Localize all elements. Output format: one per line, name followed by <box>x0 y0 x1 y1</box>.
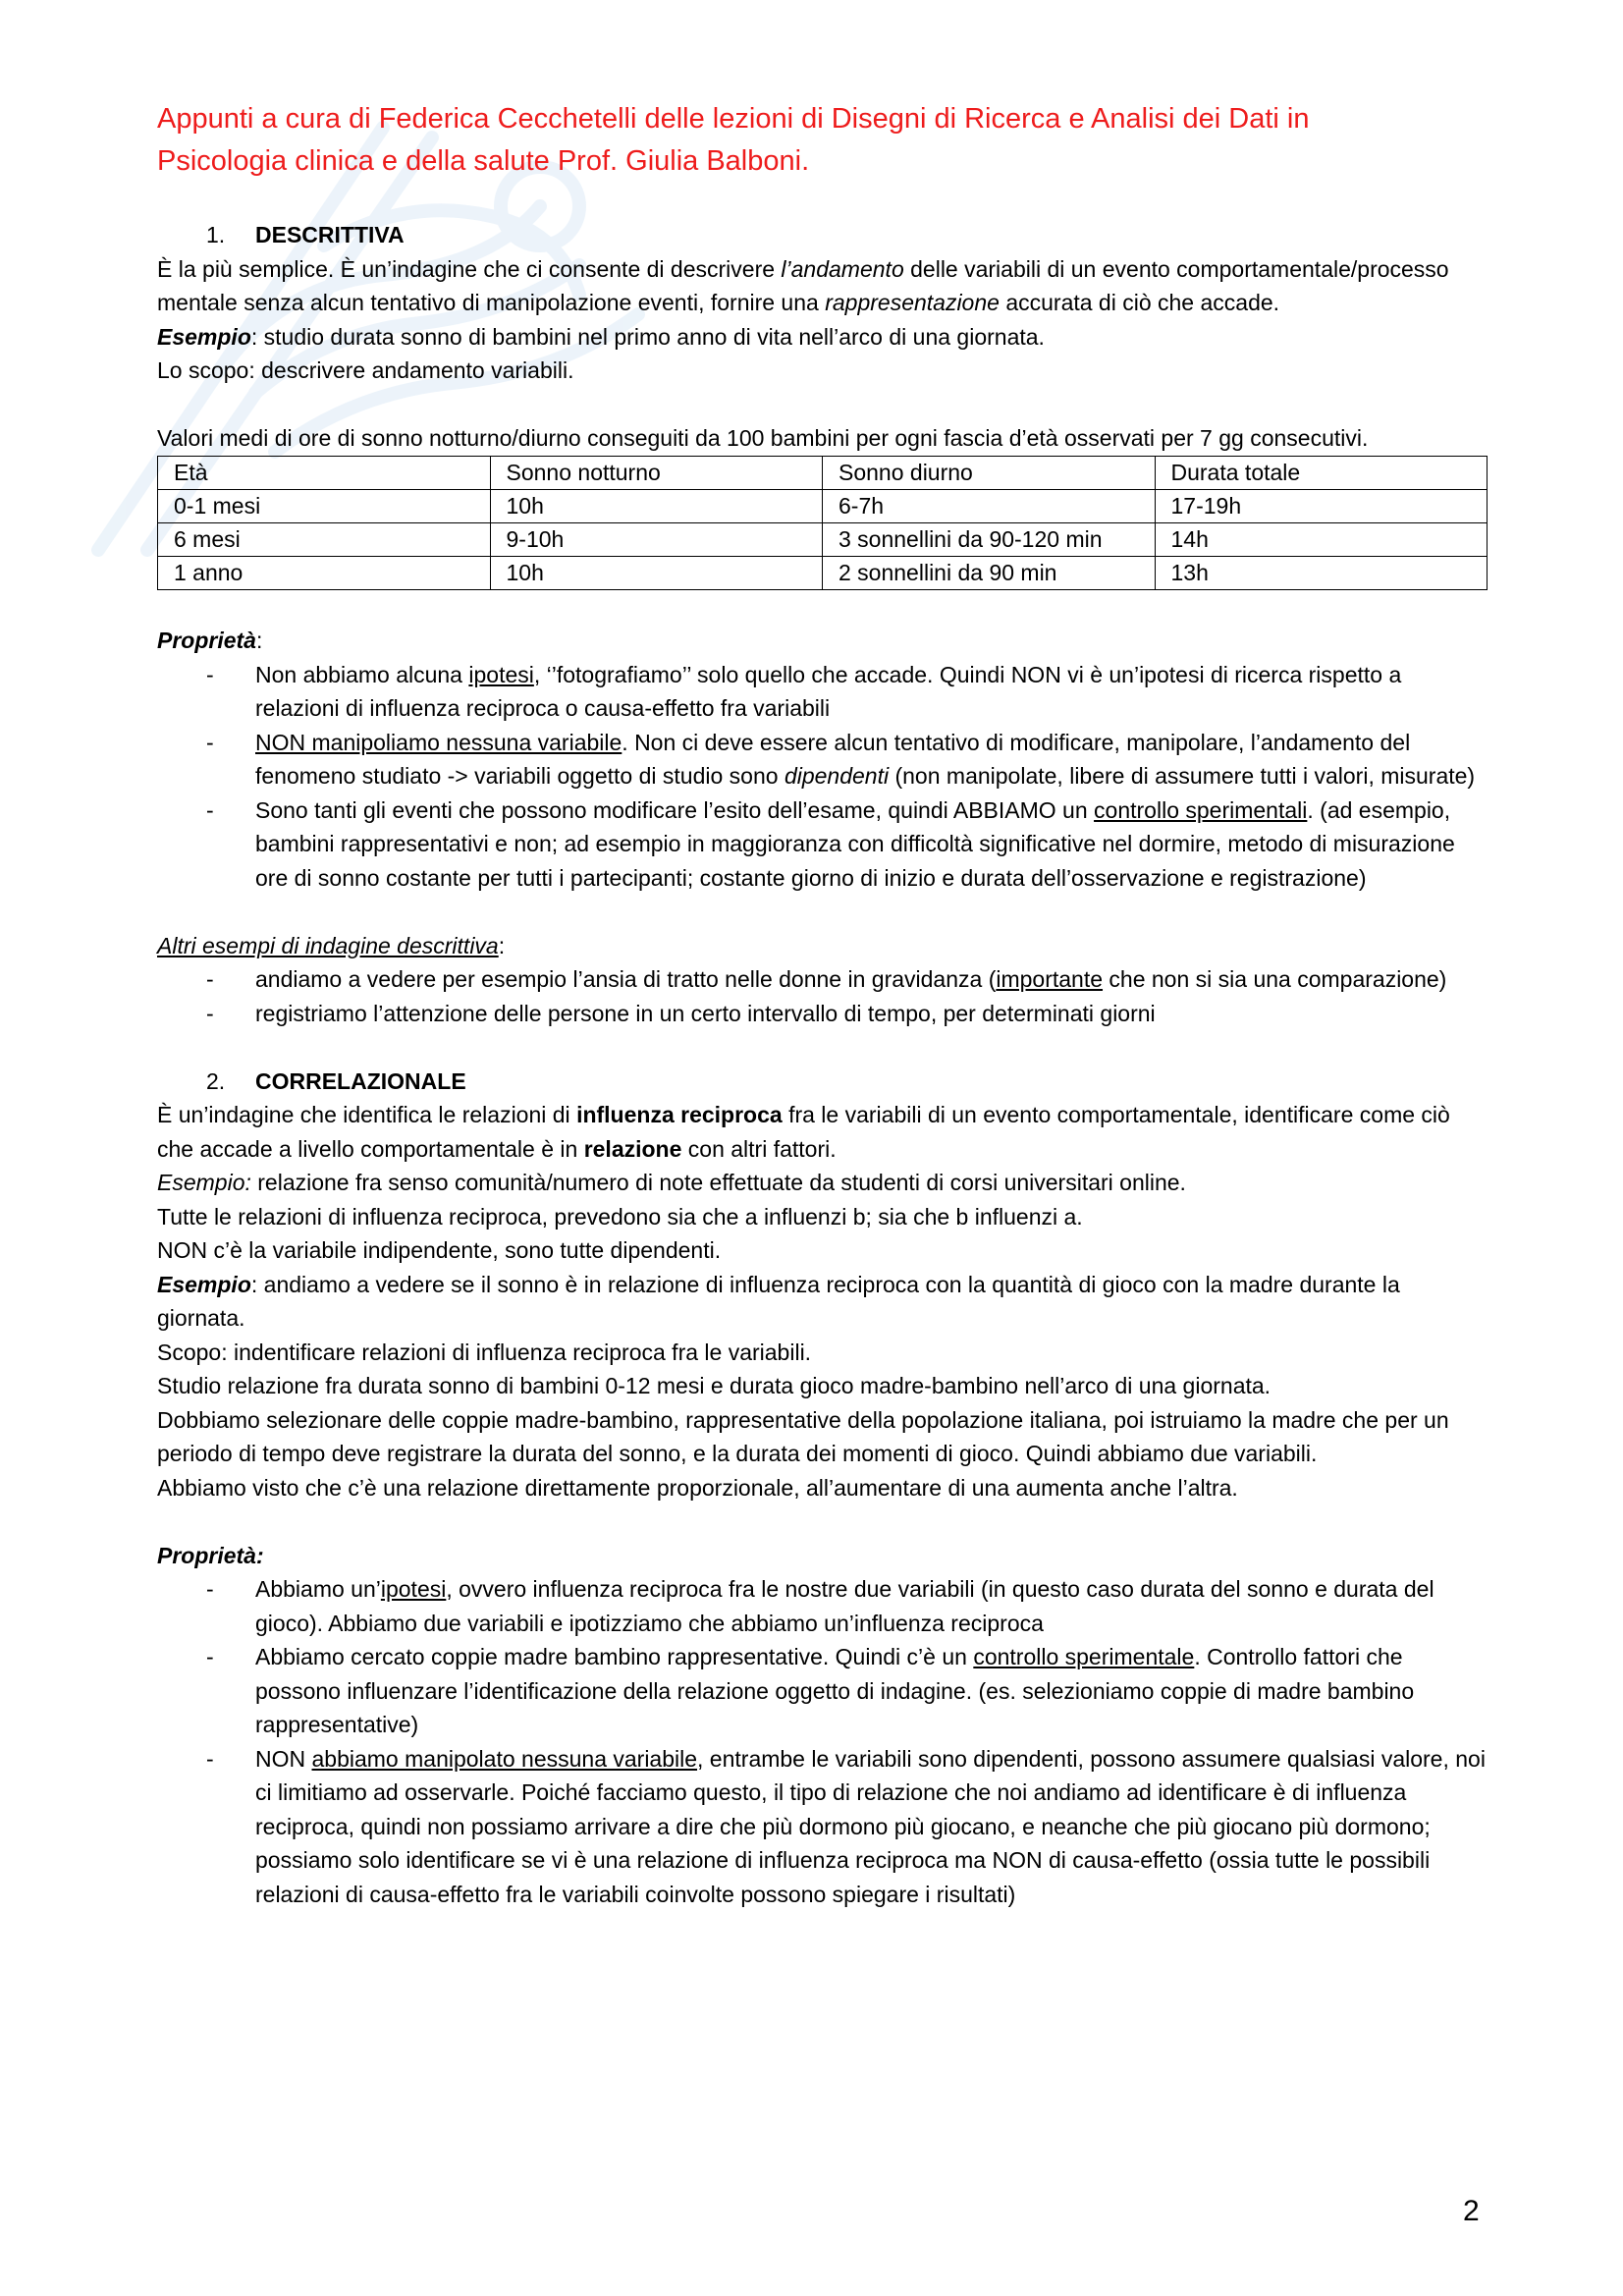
table-cell: 10h <box>490 489 823 522</box>
table-header-row <box>158 456 1488 489</box>
item-underline: NON manipoliamo nessuna variabile <box>255 729 622 755</box>
table-cell: 6 mesi <box>158 522 491 556</box>
item-text: Non abbiamo alcuna <box>255 661 469 687</box>
item-text: . Controllo fattori che possono influenzare l’identificazione della relazione oggetto di indagine. (es. selezioniamo coppie di madre bambino rappresentative) <box>255 1644 1415 1737</box>
item-text: . Non ci deve essere alcun tentativo di modificare, manipolare, l’andamento del fenomeno studiato -> variabili oggetto di studio sono <box>255 729 1411 789</box>
section-2-scope: Scopo: indentificare relazioni di influenza reciproca fra le variabili. <box>157 1339 812 1365</box>
list-item <box>157 658 1488 726</box>
item-text: registriamo l’attenzione delle persone in un certo intervallo di tempo, per determinati giorni <box>255 1000 1156 1026</box>
section-1-number: 1. <box>206 222 226 247</box>
section-1-scope: Lo scopo: descrivere andamento variabili. <box>157 357 574 383</box>
table-cell: 17-19h <box>1155 489 1488 522</box>
sleep-table <box>157 456 1488 590</box>
section-2-example-2 <box>157 1268 1488 1336</box>
section-2-heading <box>157 1065 1488 1099</box>
item-underline: importante <box>996 966 1104 992</box>
intro-bold: influenza reciproca <box>576 1102 783 1127</box>
item-text: . (ad esempio, bambini rappresentativi e non; ad esempio in maggioranza con difficoltà significative nel dormire, metodo di misurazione ore di sonno costante per tutti i partecipanti; costante giorno di inizio e durata dell’osservazione e registrazione) <box>255 796 1455 891</box>
section-1-example <box>157 320 1488 355</box>
item-text: Abbiamo cercato coppie madre bambino rappresentative. Quindi c’è un <box>255 1644 974 1669</box>
intro-text: È un’indagine che identifica le relazioni di <box>157 1102 577 1127</box>
table-cell: 1 anno <box>158 556 491 589</box>
item-text: (non manipolate, libere di assumere tutti i valori, misurate) <box>889 763 1476 789</box>
other-examples-list <box>157 962 1488 1030</box>
table-cell: 6-7h <box>823 489 1156 522</box>
page-number: 2 <box>1463 2195 1480 2227</box>
table-caption: Valori medi di ore di sonno notturno/diurno conseguiti da 100 bambini per ogni fascia d’età osservati per 7 gg consecutivi. <box>157 425 1369 451</box>
document-header <box>157 98 1488 183</box>
properties-label: Proprietà: <box>157 1542 264 1568</box>
list-item <box>157 1742 1488 1912</box>
intro-text: fra le variabili di un evento comportamentale, identificare come ciò che accade a livello comportamentale è in <box>157 1102 1450 1162</box>
table-cell: 9-10h <box>490 522 823 556</box>
table-cell: 3 sonnellini da 90-120 min <box>823 522 1156 556</box>
intro-italic: l’andamento <box>781 255 904 282</box>
table-row <box>158 489 1488 522</box>
item-text: andiamo a vedere per esempio l’ansia di tratto nelle donne in gravidanza ( <box>255 966 997 992</box>
list-item <box>157 962 1488 997</box>
section-2-intro <box>157 1098 1488 1166</box>
section-1-properties-heading: Proprietà: <box>157 628 263 653</box>
table-row <box>158 522 1488 556</box>
list-item <box>157 1572 1488 1640</box>
header-line-2: Psicologia clinica e della salute Prof. Giulia Balboni. <box>157 145 810 177</box>
table-cell: 2 sonnellini da 90 min <box>823 556 1156 589</box>
table-header-cell: Sonno notturno <box>490 456 823 489</box>
example-text: : studio durata sonno di bambini nel primo anno di vita nell’arco di una giornata. <box>250 323 1045 350</box>
list-item <box>157 793 1488 896</box>
document-body <box>157 218 1488 1911</box>
intro-text: delle variabili di un evento comportamentale/processo mentale senza alcun tentativo di manipolazione eventi, fornire una <box>157 255 1449 315</box>
item-text: Abbiamo un’ <box>255 1576 381 1602</box>
example-text: relazione fra senso comunità/numero di note effettuate da studenti di corsi universitari online. <box>250 1170 1186 1195</box>
example-text: : andiamo a vedere se il sonno è in relazione di influenza reciproca con la quantità di gioco con la madre durante la giornata. <box>157 1271 1400 1331</box>
list-item <box>157 1640 1488 1742</box>
other-examples-heading: Altri esempi di indagine descrittiva: <box>157 932 506 958</box>
section-2-line-no-indep: NON c’è la variabile indipendente, sono tutte dipendenti. <box>157 1237 722 1263</box>
intro-italic: rappresentazione <box>825 290 1000 315</box>
item-text: , entrambe le variabili sono dipendenti, possono assumere qualsiasi valore, noi ci limitiamo ad osservarle. Poiché facciamo questo, il tipo di relazione che noi andiamo ad identificare è di influenza reciproca, quindi non possiamo arrivare a dire che più dormono più giocano, e neanche che più giocano più dormono; possiamo solo identificare se vi è una relazione di influenza reciproca ma NON di causa-effetto (ossia tutte le possibili relazioni di causa-effetto fra le variabili coinvolte possono spiegare i risultati) <box>255 1745 1486 1907</box>
section-2-example-1 <box>157 1166 1488 1200</box>
section-1-properties-list <box>157 658 1488 896</box>
section-1-intro <box>157 252 1488 320</box>
section-2-number: 2. <box>206 1067 226 1094</box>
item-text: che non si sia una comparazione) <box>1103 966 1447 992</box>
table-cell: 0-1 mesi <box>158 489 491 522</box>
section-2-title: CORRELAZIONALE <box>255 1067 466 1094</box>
table-row <box>158 556 1488 589</box>
section-2-study: Studio relazione fra durata sonno di bambini 0-12 mesi e durata gioco madre-bambino nell’arco di una giornata. <box>157 1373 1271 1398</box>
section-2-properties-heading <box>157 1539 1488 1573</box>
intro-text: con altri fattori. <box>681 1135 837 1162</box>
section-2-properties-list <box>157 1572 1488 1911</box>
other-examples-label: Altri esempi di indagine descrittiva <box>157 932 499 958</box>
table-cell: 10h <box>490 556 823 589</box>
item-underline: ipotesi <box>380 1576 447 1602</box>
example-label: Esempio: <box>157 1170 251 1195</box>
section-2-select: Dobbiamo selezionare delle coppie madre-bambino, rappresentative della popolazione italiana, poi istruiamo la madre che per un periodo di tempo deve registrare la durata del sonno, e la durata dei momenti di gioco. Quindi abbiamo due variabili. <box>157 1406 1449 1466</box>
example-label: Esempio <box>157 1271 251 1297</box>
intro-bold: relazione <box>583 1135 682 1162</box>
item-text: , ‘’fotografiamo’’ solo quello che accade. Quindi NON vi è un’ipotesi di ricerca rispetto a relazioni di influenza reciproca o causa-effetto fra variabili <box>255 661 1402 721</box>
table-cell: 14h <box>1155 522 1488 556</box>
item-italic: dipendenti <box>784 763 890 789</box>
list-item <box>157 726 1488 793</box>
item-text: NON <box>255 1745 312 1772</box>
list-item <box>157 997 1488 1031</box>
section-2-line-all: Tutte le relazioni di influenza reciproca, prevedono sia che a influenzi b; sia che b influenzi a. <box>157 1203 1083 1230</box>
section-1-heading <box>157 218 1488 252</box>
table-header-cell: Durata totale <box>1155 456 1488 489</box>
table-cell: 13h <box>1155 556 1488 589</box>
table-header-cell: Sonno diurno <box>823 456 1156 489</box>
intro-text: È la più semplice. È un’indagine che ci consente di descrivere <box>157 255 782 282</box>
section-2-seen: Abbiamo visto che c’è una relazione direttamente proporzionale, all’aumentare di una aumenta anche l’altra. <box>157 1474 1238 1501</box>
intro-text: accurata di ciò che accade. <box>999 290 1280 315</box>
item-text: , ovvero influenza reciproca fra le nostre due variabili (in questo caso durata del sonno e durata del gioco). Abbiamo due variabili e ipotizziamo che abbiamo un’influenza reciproca <box>255 1576 1434 1636</box>
item-underline: ipotesi <box>468 661 534 687</box>
example-label: Esempio <box>157 323 251 350</box>
properties-label: Proprietà <box>157 628 256 653</box>
section-1-title: DESCRITTIVA <box>255 222 405 247</box>
item-underline: controllo sperimentale <box>973 1644 1195 1669</box>
header-line-1: Appunti a cura di Federica Cecchetelli delle lezioni di Disegni di Ricerca e Analisi dei Dati in <box>157 103 1310 135</box>
table-header-cell: Età <box>158 456 491 489</box>
item-underline: abbiamo manipolato nessuna variabile <box>311 1745 698 1772</box>
item-underline: controllo sperimentali <box>1094 796 1308 823</box>
item-text: Sono tanti gli eventi che possono modificare l’esito dell’esame, quindi ABBIAMO un <box>255 796 1095 823</box>
